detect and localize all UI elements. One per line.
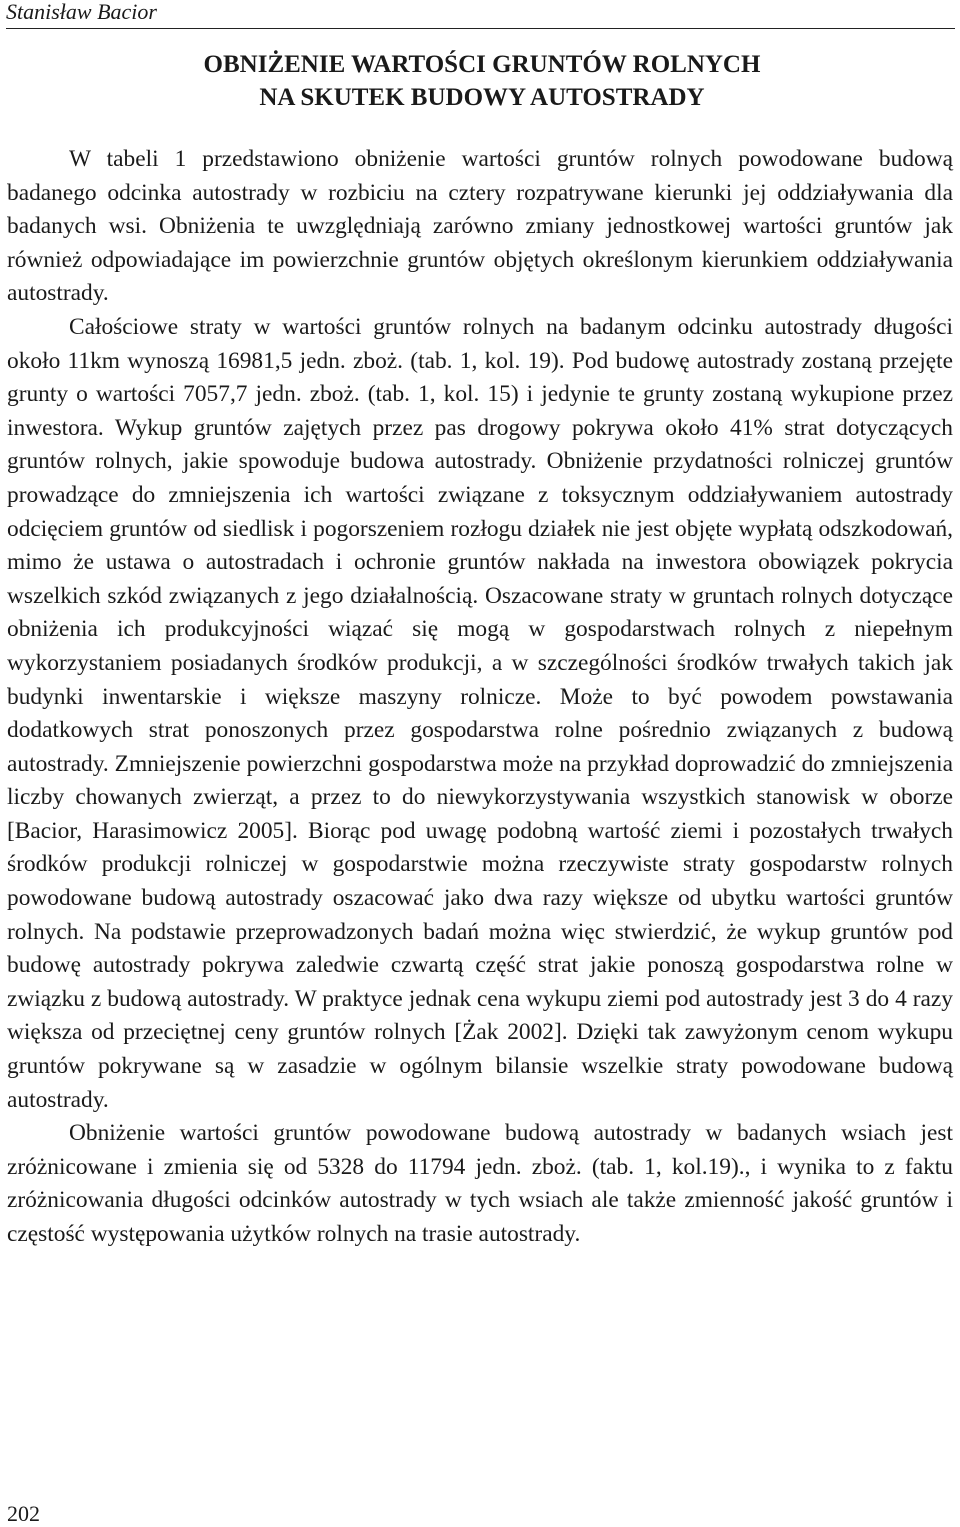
section-title (0, 48, 960, 114)
paragraph-1: W tabeli 1 przedstawiono obniżenie wartości gruntów rolnych powodowane budową badanego odcinka autostrady w rozbiciu na cztery rozpatrywane kierunki jej oddziaływania dla badanych wsi. Obniżenia te uwzględniają zarówno zmiany jednostkowej wartości gruntów jak również odpowiadające im powierzchnie gruntów objętych określonym kierunkiem oddziaływania autostrady. (7, 146, 953, 307)
paragraph-3: Obniżenie wartości gruntów powodowane budową autostrady w badanych wsiach jest zróżnicowane i zmienia się od 5328 do 11794 jedn. zboż. (tab. 1, kol.19)., i wynika to z faktu zróżnicowania długości odcinków autostrady w tych wsiach ale także zmienność jakość gruntów i częstość występowania użytków rolnych na trasie autostrady. (7, 1120, 953, 1247)
page-number: 202 (7, 1501, 40, 1526)
section-title-line-1: OBNIŻENIE WARTOŚCI GRUNTÓW ROLNYCH (203, 51, 761, 78)
paragraph-2: Całościowe straty w wartości gruntów rolnych na badanym odcinku autostrady długości około 11km wynoszą 16981,5 jedn. zboż. (tab. 1, kol. 19). Pod budowę autostrady zostaną przejęte grunty o wartości 7057,7 jedn. zboż. (tab. 1, kol. 15) i jedynie te grunty zostaną wykupione przez inwestora. Wykup gruntów zajętych przez pas drogowy pokrywa około 41% strat dotyczących gruntów rolnych, jakie spowoduje budowa autostrady. Obniżenie przydatności rolniczej gruntów prowadzące do zmniejszenia ich wartości związane z toksycznym oddziaływaniem autostrady odcięciem gruntów od siedlisk i pogorszeniem rozłogu działek nie jest objęte wypłatą odszkodowań, mimo że ustawa o autostradach i ochronie gruntów nakłada na inwestora obowiązek pokrycia wszelkich szkód związanych z jego działalnością. Oszacowane straty w gruntach rolnych dotyczące obniżenia ich produkcyjności wiązać się mogą w gospodarstwach rolnych z niepełnym wykorzystaniem posiadanych środków produkcji, a w szczególności środków trwałych takich jak budynki inwentarskie i większe maszyny rolnicze. Może to być powodem powstawania dodatkowych strat ponoszonych przez gospodarstwa rolne pośrednio związanych z budową autostrady. Zmniejszenie powierzchni gospodarstwa może na przykład doprowadzić do zmniejszenia liczby chowanych zwierząt, a przez to do niewykorzystywania wszystkich stanowisk w oborze [Bacior, Harasimowicz 2005]. Biorąc pod uwagę podobną wartość ziemi i pozostałych trwałych środków produkcji rolniczej w gospodarstwie można rzeczywiste straty gospodarstw rolnych powodowane budową autostrady oszacować jako dwa razy większe od ubytku wartości gruntów rolnych. Na podstawie przeprowadzonych badań można więc stwierdzić, że wykup gruntów pod budowę autostrady pokrywa zaledwie czwartą część strat jakie ponoszą gospodarstwa rolne w związku z budową autostrady. W praktyce jednak cena wykupu ziemi pod autostrady jest 3 do 4 razy większa od przeciętnej ceny gruntów rolnych [Żak 2002]. Dzięki tak zawyżonym cenom wykupu gruntów pokrywane są w zasadzie w ogólnym bilansie wszelkie straty powodowane budową autostrady. (7, 313, 953, 1113)
body-text (7, 143, 953, 1252)
running-header-author: Stanisław Bacior (6, 0, 157, 24)
running-header (6, 0, 955, 29)
section-title-line-2: NA SKUTEK BUDOWY AUTOSTRADY (259, 84, 705, 111)
